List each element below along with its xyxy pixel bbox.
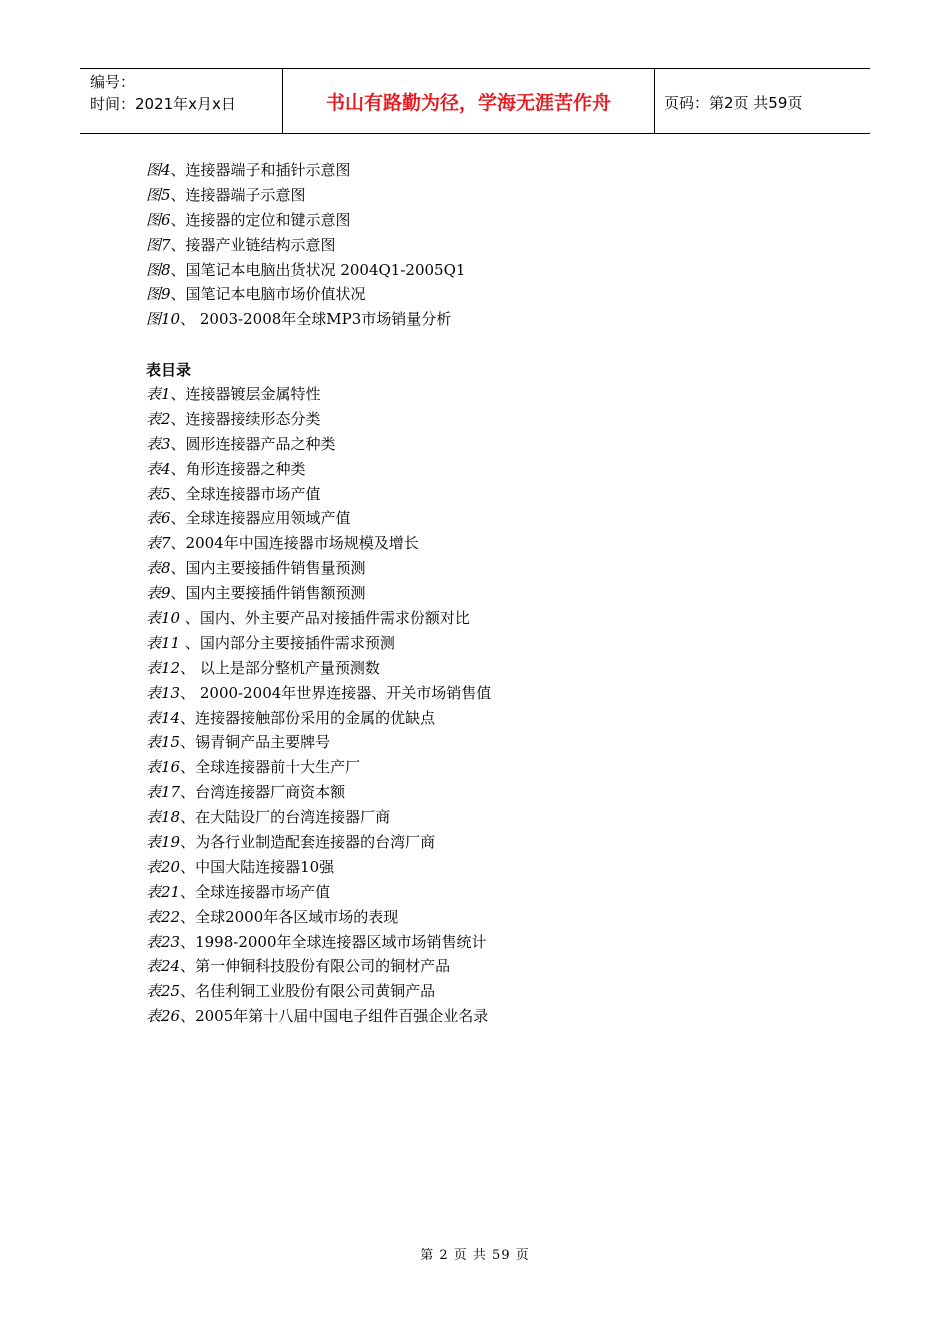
- table-entry-title: 、连接器镀层金属特性: [170, 385, 321, 403]
- figure-list: [146, 158, 465, 332]
- figure-entry-number: 图10: [146, 310, 181, 329]
- table-entry-number: 表3: [146, 434, 171, 453]
- figure-entry-title: 、连接器端子和插针示意图: [170, 161, 351, 179]
- table-entry-number: 表9: [146, 584, 171, 603]
- table-entry-number: 表1: [146, 385, 171, 403]
- table-entry-title: 、中国大陆连接器10强: [180, 857, 335, 876]
- table-entry-number: 表11: [146, 633, 181, 652]
- table-entry-title: 、在大陆设厂的台湾连接器厂商: [180, 808, 391, 827]
- table-entry-title: 、连接器接触部份采用的金属的优缺点: [180, 708, 436, 727]
- table-entry-number: 表18: [146, 808, 181, 827]
- table-entry: [146, 954, 491, 979]
- header-page-label: 页码：第2页 共59页: [664, 94, 803, 112]
- table-entry: [146, 681, 491, 706]
- figure-entry: [146, 233, 465, 258]
- table-entry: [146, 880, 491, 905]
- table-entry-title: 、 2000-2004年世界连接器、开关市场销售值: [180, 683, 492, 702]
- table-entry-title: 、2004年中国连接器市场规模及增长: [170, 534, 419, 553]
- table-entry-number: 表10: [146, 609, 181, 628]
- table-entry-number: 表4: [146, 459, 171, 478]
- table-list-heading: 表目录: [146, 361, 192, 379]
- figure-entry-number: 图4: [146, 161, 171, 179]
- table-entry-number: 表26: [146, 1007, 181, 1026]
- figure-entry-number: 图6: [146, 210, 171, 229]
- figure-entry-number: 图8: [146, 260, 171, 279]
- table-entry-number: 表19: [146, 833, 181, 852]
- table-entry: [146, 656, 491, 681]
- table-entry-title: 、全球2000年各区域市场的表现: [180, 907, 399, 926]
- table-entry: [146, 506, 491, 531]
- table-entry: [146, 780, 491, 805]
- table-entry-number: 表17: [146, 783, 181, 802]
- table-entry-title: 、国内、外主要产品对接插件需求份额对比: [180, 609, 470, 628]
- table-entry-title: 、圆形连接器产品之种类: [170, 434, 336, 453]
- table-entry-title: 、名佳利铜工业股份有限公司黄铜产品: [180, 982, 436, 1001]
- table-entry: [146, 631, 491, 656]
- table-entry: [146, 531, 491, 556]
- figure-entry: [146, 307, 465, 332]
- table-entry-title: 、2005年第十八届中国电子组件百强企业名录: [180, 1007, 489, 1026]
- table-entry-number: 表14: [146, 708, 181, 727]
- header-motto: 书山有路勤为径，学海无涯苦作舟: [325, 92, 611, 114]
- table-entry: [146, 830, 491, 855]
- table-entry: [146, 606, 491, 631]
- table-entry-number: 表20: [146, 857, 181, 876]
- table-entry-title: 、为各行业制造配套连接器的台湾厂商: [180, 833, 436, 852]
- table-entry-number: 表12: [146, 658, 181, 677]
- figure-entry-number: 图9: [146, 285, 171, 304]
- table-entry-number: 表22: [146, 907, 181, 926]
- table-entry-title: 、锡青铜产品主要牌号: [180, 733, 331, 752]
- table-entry-title: 、国内部分主要接插件需求预测: [180, 633, 395, 652]
- table-entry-number: 表5: [146, 484, 171, 503]
- table-entry: [146, 730, 491, 755]
- table-entry-title: 、全球连接器市场产值: [170, 484, 321, 503]
- table-entry: [146, 706, 491, 731]
- figure-entry: [146, 208, 465, 233]
- table-entry-number: 表15: [146, 733, 181, 752]
- table-entry: [146, 482, 491, 507]
- table-entry-title: 、角形连接器之种类: [170, 459, 306, 478]
- header-meta: [90, 71, 282, 115]
- table-entry-title: 、 以上是部分整机产量预测数: [180, 658, 380, 677]
- table-entry: [146, 905, 491, 930]
- figure-entry-title: 、 2003-2008年全球MP3市场销量分析: [180, 310, 452, 329]
- table-entry-title: 、全球连接器前十大生产厂: [180, 758, 361, 777]
- figure-entry-title: 、连接器的定位和键示意图: [170, 210, 351, 229]
- figure-entry: [146, 158, 465, 183]
- table-entry-title: 、第一伸铜科技股份有限公司的铜材产品: [180, 957, 451, 976]
- figure-entry-title: 、连接器端子示意图: [170, 185, 306, 204]
- table-entry: [146, 457, 491, 482]
- table-entry-number: 表23: [146, 932, 181, 951]
- figure-entry-title: 、国笔记本电脑市场价值状况: [170, 285, 366, 304]
- table-entry-number: 表21: [146, 882, 181, 901]
- figure-entry: [146, 282, 465, 307]
- table-entry-title: 、连接器接续形态分类: [170, 409, 321, 428]
- table-entry-title: 、1998-2000年全球连接器区域市场销售统计: [180, 932, 487, 951]
- figure-entry: [146, 258, 465, 283]
- figure-entry-number: 图7: [146, 235, 171, 254]
- table-entry: [146, 855, 491, 880]
- table-entry-title: 、台湾连接器厂商资本额: [180, 783, 346, 802]
- table-entry-number: 表16: [146, 758, 181, 777]
- table-entry: [146, 407, 491, 432]
- table-entry: [146, 979, 491, 1004]
- table-entry-number: 表2: [146, 409, 171, 428]
- table-entry: [146, 930, 491, 955]
- table-entry-title: 、国内主要接插件销售额预测: [170, 584, 366, 603]
- table-entry-title: 、全球连接器市场产值: [180, 882, 331, 901]
- table-entry: [146, 581, 491, 606]
- table-entry: [146, 755, 491, 780]
- table-list: [146, 382, 491, 1029]
- header-number-label: 编号：: [90, 73, 136, 91]
- table-entry: [146, 805, 491, 830]
- page-header: [80, 68, 870, 134]
- table-entry-number: 表6: [146, 509, 171, 528]
- table-entry: [146, 382, 491, 407]
- figure-entry: [146, 183, 465, 208]
- header-divider-right: [654, 69, 655, 133]
- table-entry: [146, 1004, 491, 1029]
- table-entry-title: 、国内主要接插件销售量预测: [170, 559, 366, 578]
- page-footer: 第 2 页 共 59 页: [420, 1248, 530, 1263]
- figure-entry-number: 图5: [146, 185, 171, 204]
- figure-entry-title: 、接器产业链结构示意图: [170, 235, 336, 254]
- table-entry-number: 表13: [146, 683, 181, 702]
- figure-entry-title: 、国笔记本电脑出货状况 2004Q1-2005Q1: [170, 260, 466, 279]
- table-entry-number: 表25: [146, 982, 181, 1001]
- table-entry-number: 表7: [146, 534, 171, 553]
- header-time-label: 时间：2021年x月x日: [90, 95, 236, 113]
- table-entry: [146, 556, 491, 581]
- table-entry-number: 表8: [146, 559, 171, 578]
- table-entry-title: 、全球连接器应用领域产值: [170, 509, 351, 528]
- table-entry-number: 表24: [146, 957, 181, 976]
- table-entry: [146, 432, 491, 457]
